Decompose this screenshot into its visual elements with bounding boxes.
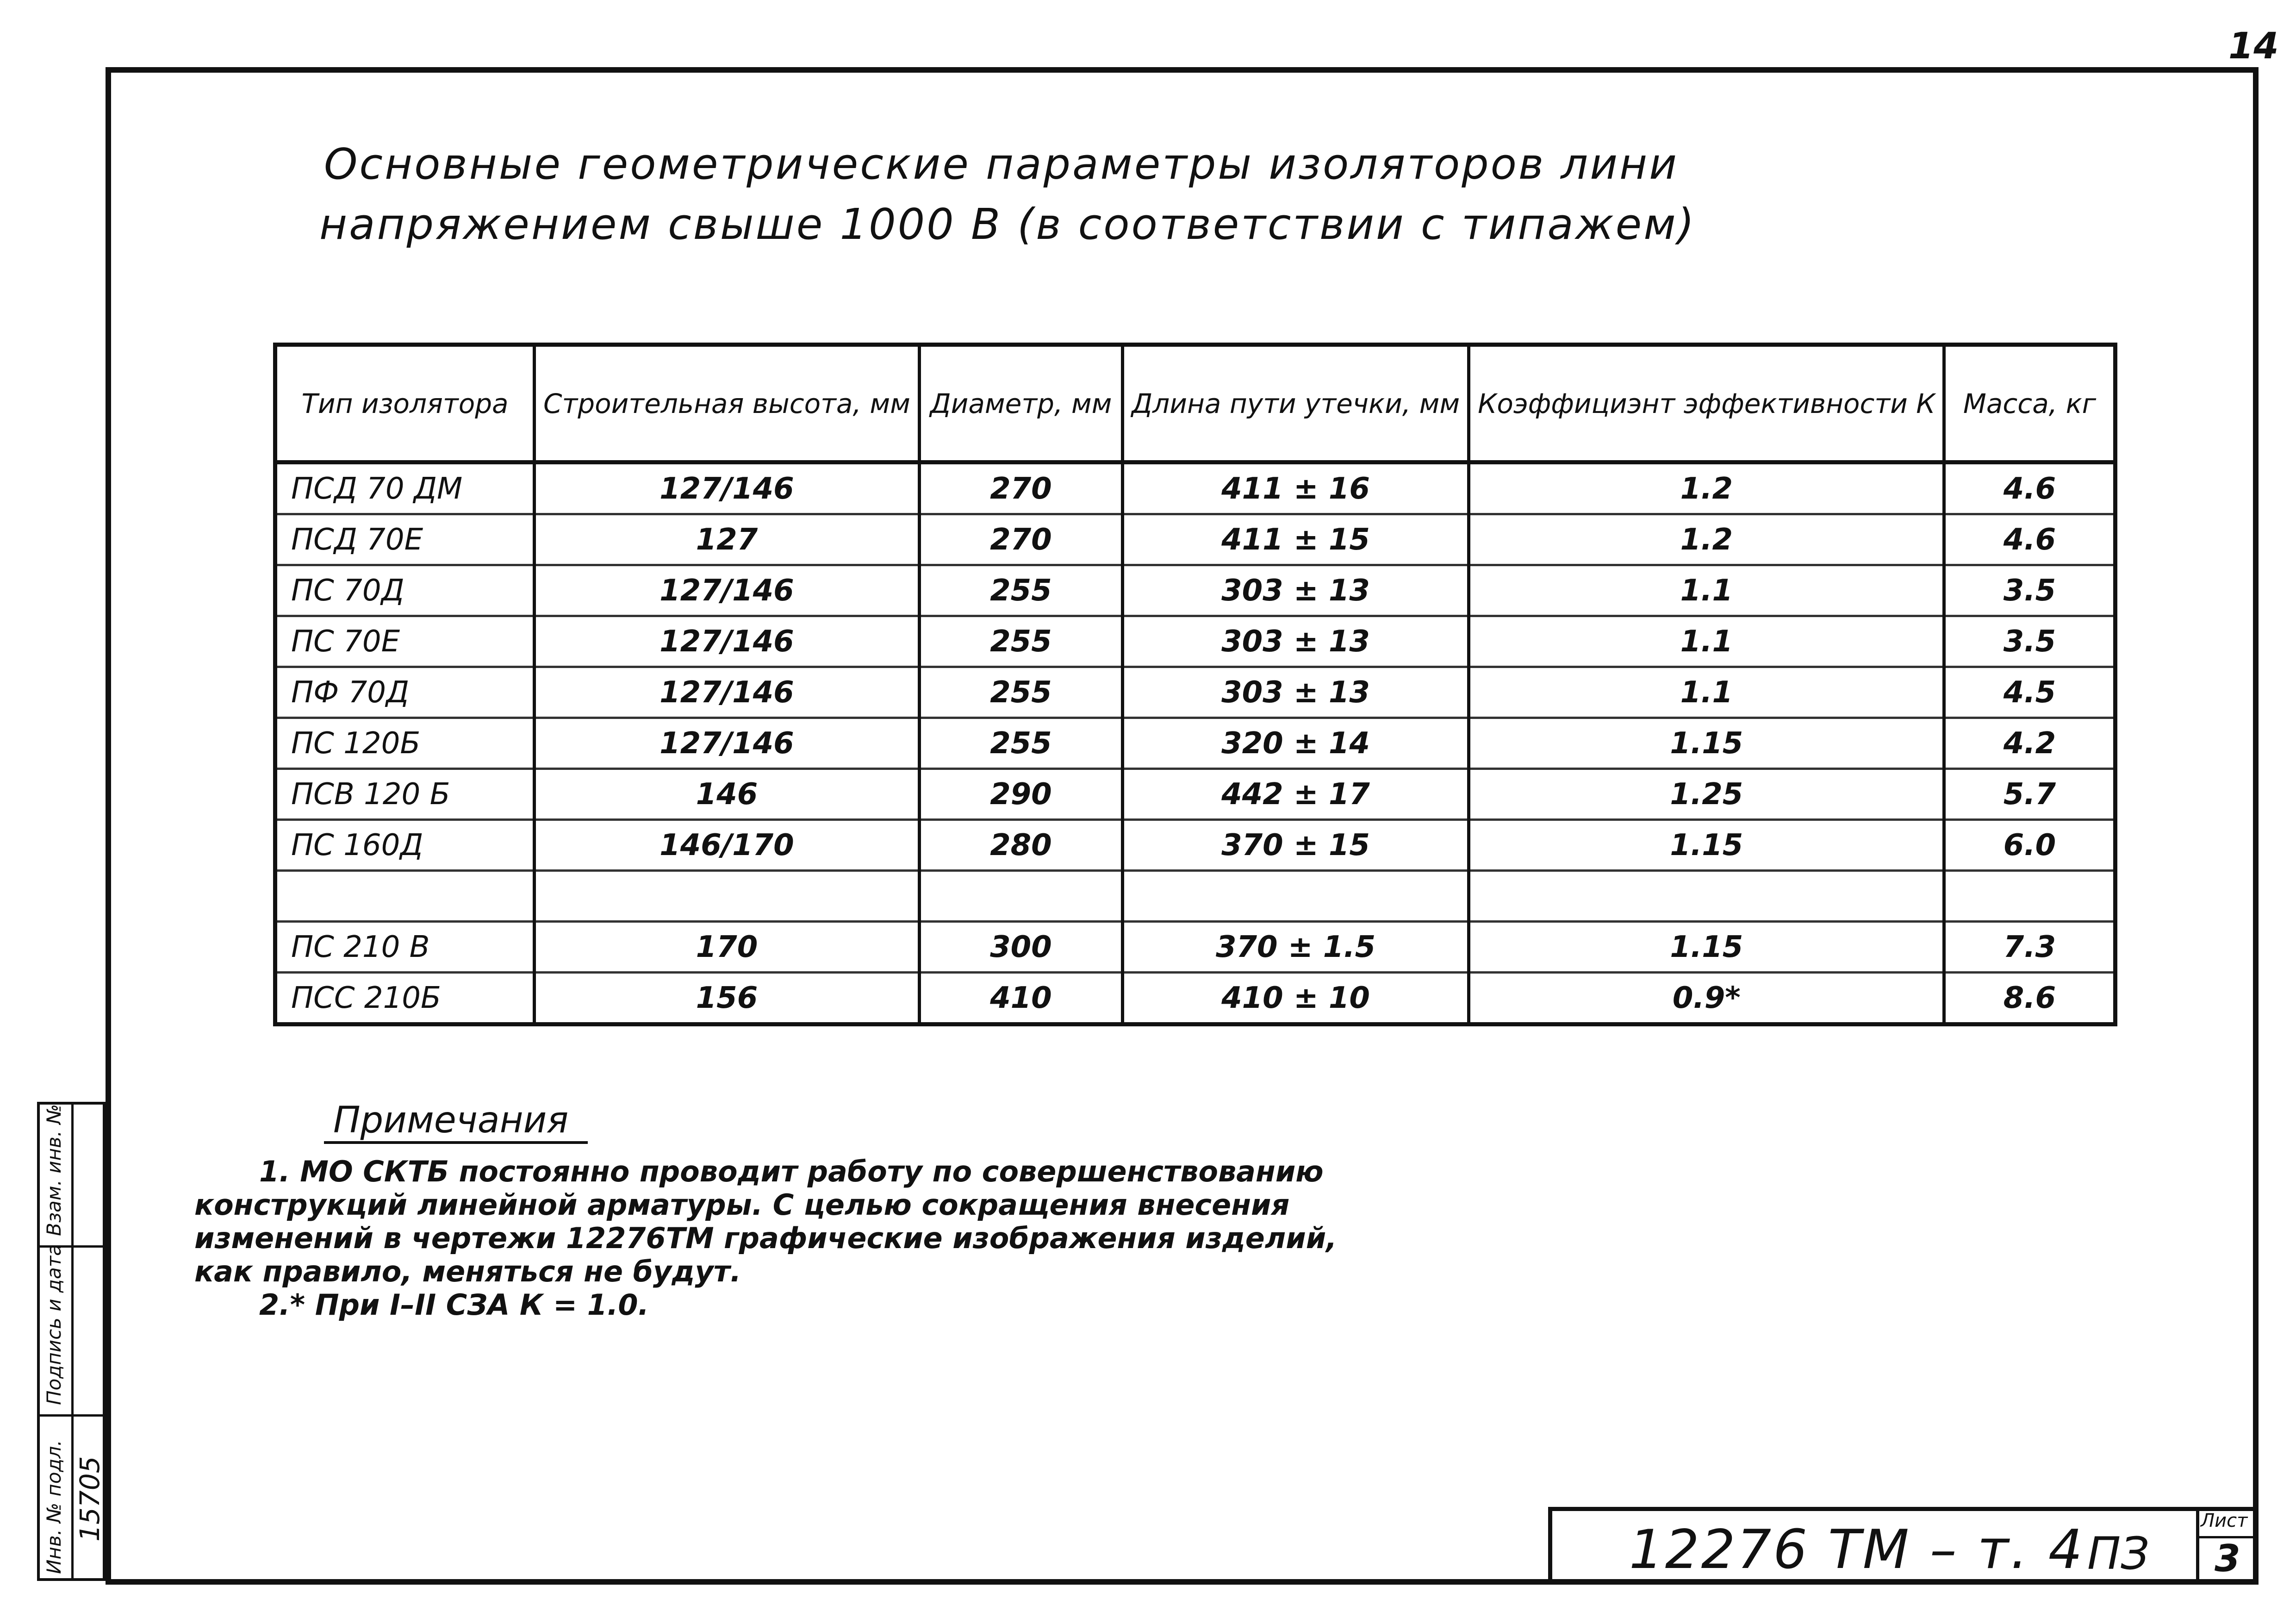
notes-title-underline bbox=[324, 1141, 588, 1144]
cell-efficiency: 1.15 bbox=[1469, 820, 1944, 871]
cell-height: 127/146 bbox=[535, 667, 920, 718]
cell-efficiency: 1.1 bbox=[1469, 616, 1944, 667]
cell-diameter: 270 bbox=[919, 462, 1122, 514]
title-line-2: напряжением свыше 1000 В (в соответствии с типажем) bbox=[319, 200, 1696, 249]
table-row bbox=[275, 462, 2116, 514]
insulator-parameters-table bbox=[273, 343, 2117, 1026]
sheet-number: 3 bbox=[2215, 1537, 2240, 1580]
cell-diameter: 255 bbox=[919, 565, 1122, 616]
cell-height bbox=[535, 871, 920, 922]
cell-diameter: 255 bbox=[919, 718, 1122, 769]
note-line: изменений в чертежи 12276ТМ графические изображения изделий, bbox=[194, 1221, 1337, 1255]
cell-mass: 4.6 bbox=[1944, 462, 2116, 514]
cell-type: ПСВ 120 Б bbox=[275, 769, 535, 820]
cell-leakage-path: 410 ± 10 bbox=[1122, 973, 1468, 1024]
table-row bbox=[275, 667, 2116, 718]
cell-mass bbox=[1944, 871, 2116, 922]
cell-height: 170 bbox=[535, 922, 920, 973]
sheet-code: ПЗ bbox=[2087, 1528, 2149, 1580]
sheet-label: Лист bbox=[2201, 1510, 2248, 1531]
cell-mass: 5.7 bbox=[1944, 769, 2116, 820]
cell-type: ПС 160Д bbox=[275, 820, 535, 871]
cell-height: 127/146 bbox=[535, 565, 920, 616]
document-title bbox=[319, 134, 2036, 255]
note-line: как правило, меняться не будут. bbox=[194, 1255, 741, 1288]
table-row bbox=[275, 718, 2116, 769]
cell-mass: 4.6 bbox=[1944, 514, 2116, 565]
table-row bbox=[275, 769, 2116, 820]
side-stamp-divider bbox=[37, 1414, 106, 1417]
table-row bbox=[275, 616, 2116, 667]
cell-diameter: 255 bbox=[919, 616, 1122, 667]
cell-diameter: 270 bbox=[919, 514, 1122, 565]
table-row bbox=[275, 922, 2116, 973]
cell-efficiency: 1.1 bbox=[1469, 667, 1944, 718]
cell-efficiency: 0.9* bbox=[1469, 973, 1944, 1024]
cell-leakage-path: 411 ± 16 bbox=[1122, 462, 1468, 514]
cell-type: ПС 210 В bbox=[275, 922, 535, 973]
cell-mass: 3.5 bbox=[1944, 616, 2116, 667]
table-header-row bbox=[275, 345, 2116, 462]
cell-height: 127/146 bbox=[535, 718, 920, 769]
cell-type: ПС 70Д bbox=[275, 565, 535, 616]
note-line: 1. МО СКТБ постоянно проводит работу по совершенствованию bbox=[259, 1155, 1324, 1188]
cell-efficiency bbox=[1469, 871, 1944, 922]
cell-leakage-path bbox=[1122, 871, 1468, 922]
cell-leakage-path: 303 ± 13 bbox=[1122, 565, 1468, 616]
sign-date-label: Подпись и дата bbox=[43, 1244, 65, 1405]
side-stamp-column-divider bbox=[71, 1102, 74, 1581]
page-number: 14 bbox=[2228, 25, 2279, 67]
cell-type: ПФ 70Д bbox=[275, 667, 535, 718]
inv-no-label: Инв. № подл. bbox=[43, 1440, 65, 1574]
cell-diameter: 255 bbox=[919, 667, 1122, 718]
cell-type: ПС 120Б bbox=[275, 718, 535, 769]
cell-mass: 8.6 bbox=[1944, 973, 2116, 1024]
cell-height: 127 bbox=[535, 514, 920, 565]
cell-height: 127/146 bbox=[535, 462, 920, 514]
cell-diameter: 300 bbox=[919, 922, 1122, 973]
cell-height: 146/170 bbox=[535, 820, 920, 871]
cell-diameter bbox=[919, 871, 1122, 922]
cell-leakage-path: 411 ± 15 bbox=[1122, 514, 1468, 565]
cell-efficiency: 1.2 bbox=[1469, 462, 1944, 514]
cell-efficiency: 1.1 bbox=[1469, 565, 1944, 616]
cell-diameter: 290 bbox=[919, 769, 1122, 820]
cell-type: ПСД 70 ДМ bbox=[275, 462, 535, 514]
cell-leakage-path: 320 ± 14 bbox=[1122, 718, 1468, 769]
inv-no-value: 15705 bbox=[74, 1456, 106, 1542]
header-leakage-path: Длина пути утечки, мм bbox=[1122, 345, 1468, 462]
note-line: конструкций линейной арматуры. С целью сокращения внесения bbox=[194, 1188, 1290, 1222]
cell-mass: 4.5 bbox=[1944, 667, 2116, 718]
cell-efficiency: 1.15 bbox=[1469, 922, 1944, 973]
cell-type bbox=[275, 871, 535, 922]
title-line-1: Основные геометрические параметры изоляторов лини bbox=[324, 139, 1679, 189]
table-body bbox=[275, 462, 2116, 1024]
table-row bbox=[275, 871, 2116, 922]
header-height: Строительная высота, мм bbox=[535, 345, 920, 462]
cell-efficiency: 1.2 bbox=[1469, 514, 1944, 565]
cell-leakage-path: 303 ± 13 bbox=[1122, 616, 1468, 667]
cell-diameter: 280 bbox=[919, 820, 1122, 871]
cell-type: ПСД 70Е bbox=[275, 514, 535, 565]
cell-leakage-path: 442 ± 17 bbox=[1122, 769, 1468, 820]
header-efficiency: Коэффициэнт эффективности К bbox=[1469, 345, 1944, 462]
cell-height: 146 bbox=[535, 769, 920, 820]
cell-mass: 4.2 bbox=[1944, 718, 2116, 769]
cell-leakage-path: 303 ± 13 bbox=[1122, 667, 1468, 718]
cell-height: 156 bbox=[535, 973, 920, 1024]
replace-inv-label: Взам. инв. № bbox=[43, 1104, 65, 1236]
cell-mass: 7.3 bbox=[1944, 922, 2116, 973]
cell-type: ПС 70Е bbox=[275, 616, 535, 667]
table-row bbox=[275, 973, 2116, 1024]
notes-block bbox=[194, 1155, 1490, 1322]
cell-type: ПСС 210Б bbox=[275, 973, 535, 1024]
cell-leakage-path: 370 ± 1.5 bbox=[1122, 922, 1468, 973]
table-row bbox=[275, 565, 2116, 616]
header-diameter: Диаметр, мм bbox=[919, 345, 1122, 462]
cell-efficiency: 1.15 bbox=[1469, 718, 1944, 769]
document-code: 12276 ТМ – т. 4 bbox=[1629, 1518, 2084, 1581]
cell-mass: 6.0 bbox=[1944, 820, 2116, 871]
cell-efficiency: 1.25 bbox=[1469, 769, 1944, 820]
notes-title: Примечания bbox=[333, 1099, 569, 1141]
table-row bbox=[275, 514, 2116, 565]
note-line: 2.* При I–II СЗА К = 1.0. bbox=[259, 1288, 649, 1322]
cell-height: 127/146 bbox=[535, 616, 920, 667]
header-type: Тип изолятора bbox=[275, 345, 535, 462]
header-mass: Масса, кг bbox=[1944, 345, 2116, 462]
cell-diameter: 410 bbox=[919, 973, 1122, 1024]
cell-leakage-path: 370 ± 15 bbox=[1122, 820, 1468, 871]
cell-mass: 3.5 bbox=[1944, 565, 2116, 616]
table-row bbox=[275, 820, 2116, 871]
